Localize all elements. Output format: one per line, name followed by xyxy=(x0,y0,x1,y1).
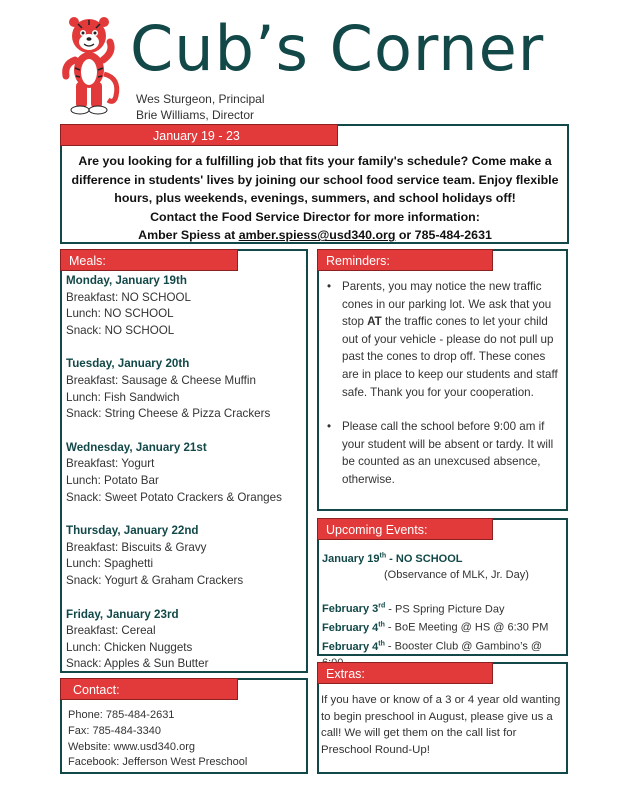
reminder-text: Please call the school before 9:00 am if your student will be absent or tardy. It will be counted as an unexcused absence, otherwise. xyxy=(342,420,554,486)
meal-day-monday xyxy=(66,273,306,339)
meal-day-friday xyxy=(66,607,306,673)
contact-suffix: or 785-484-2631 xyxy=(395,228,492,243)
meal-breakfast: Breakfast: Yogurt xyxy=(66,457,155,471)
meal-snack: Snack: Sweet Potato Crackers & Oranges xyxy=(66,490,282,504)
meal-day-title: Thursday, January 22nd xyxy=(66,524,199,538)
events-heading: Upcoming Events: xyxy=(317,518,493,540)
event-note: (Observance of MLK, Jr. Day) xyxy=(384,568,529,581)
event-text: - BoE Meeting @ HS @ 6:30 PM xyxy=(384,621,549,634)
meal-breakfast: Breakfast: Sausage & Cheese Muffin xyxy=(66,373,256,387)
director-name: Brie Williams, Director xyxy=(136,108,255,122)
meal-day-title: Friday, January 23rd xyxy=(66,607,179,621)
events-list xyxy=(322,548,566,671)
meal-lunch: Lunch: NO SCHOOL xyxy=(66,307,174,321)
meal-day-title: Wednesday, January 21st xyxy=(66,440,207,454)
event-text: - PS Spring Picture Day xyxy=(385,603,505,616)
meal-lunch: Lunch: Potato Bar xyxy=(66,473,159,487)
extras-text: If you have or know of a 3 or 4 year old wanting to begin preschool in August, please give us a call! We will get them on the call list for Preschool Round-Up! xyxy=(321,694,561,756)
newsletter-title: Cub’s Corner xyxy=(130,12,545,85)
meal-day-thursday xyxy=(66,523,306,589)
contact-prefix: Amber Spiess at xyxy=(138,228,239,243)
announcement-contact-line: Contact the Food Service Director for more information: xyxy=(150,209,480,224)
reminder-traffic-cones xyxy=(326,278,562,401)
meal-day-title: Monday, January 19th xyxy=(66,274,187,287)
contact-info xyxy=(68,708,247,771)
event-date: February 4th xyxy=(322,639,385,653)
meals-list xyxy=(66,273,306,690)
week-date-label: January 19 - 23 xyxy=(60,124,338,146)
email-link[interactable]: amber.spiess@usd340.org xyxy=(238,228,396,243)
meal-snack: Snack: Apples & Sun Butter xyxy=(66,657,209,671)
reminders-list xyxy=(326,278,562,506)
announcement-contact-details xyxy=(66,226,564,245)
contact-facebook: Facebook: Jefferson West Preschool xyxy=(68,756,248,769)
reminder-text: the traffic cones to let your child out of your vehicle - please do not pull up past the cones to drop off. These cones are in place to keep our students and staff safe. Thank you for your cooperation. xyxy=(342,315,558,399)
meal-snack: Snack: String Cheese & Pizza Crackers xyxy=(66,407,271,421)
meals-heading: Meals: xyxy=(60,249,238,271)
contact-heading: Contact: xyxy=(60,678,238,700)
extras-heading: Extras: xyxy=(317,662,493,684)
meal-lunch: Lunch: Spaghetti xyxy=(66,557,154,571)
meal-day-title: Tuesday, January 20th xyxy=(66,357,190,371)
meal-snack: Snack: Yogurt & Graham Crackers xyxy=(66,573,244,587)
event-text: - Booster Club @ Gambino’s @ xyxy=(387,640,543,653)
meal-breakfast: Breakfast: Biscuits & Gravy xyxy=(66,540,207,554)
principal-name: Wes Sturgeon, Principal xyxy=(136,92,265,106)
event-date: February 3rd xyxy=(322,602,386,616)
contact-website[interactable]: Website: www.usd340.org xyxy=(68,740,195,753)
contact-phone: Phone: 785-484-2631 xyxy=(68,709,175,721)
meal-day-wednesday xyxy=(66,440,306,506)
reminder-absence xyxy=(326,418,562,488)
reminder-text: Parents, you may notice the new traffic cones in our parking lot. We ask that you stop xyxy=(342,280,552,329)
event-date: February 4th xyxy=(322,621,385,634)
job-announcement xyxy=(66,152,564,245)
event-picture-day xyxy=(322,599,566,618)
bullet-icon: • xyxy=(327,280,332,293)
meal-snack: Snack: NO SCHOOL xyxy=(66,323,175,337)
tiger-mascot-icon xyxy=(58,12,122,116)
contact-fax: Fax: 785-484-3340 xyxy=(68,724,161,737)
meal-breakfast: Breakfast: NO SCHOOL xyxy=(66,290,191,304)
reminders-heading: Reminders: xyxy=(317,249,493,271)
event-date: January 19th - NO SCHOOL xyxy=(322,552,463,565)
event-boe-meeting xyxy=(322,617,566,636)
announcement-paragraph: Are you looking for a fulfilling job that fits your family's schedule? Come make a difference in students' lives by joining our school food service team. Enjoy flexible hours, plus weekends, evenings, summers, and school holidays off! xyxy=(71,154,559,206)
meal-breakfast: Breakfast: Cereal xyxy=(66,624,156,638)
bullet-icon: • xyxy=(327,420,332,434)
meal-lunch: Lunch: Fish Sandwich xyxy=(66,390,180,404)
meal-lunch: Lunch: Chicken Nuggets xyxy=(66,640,193,654)
meal-day-tuesday xyxy=(66,356,306,422)
event-mlk xyxy=(322,548,566,567)
reminder-emphasis: AT xyxy=(367,315,382,329)
